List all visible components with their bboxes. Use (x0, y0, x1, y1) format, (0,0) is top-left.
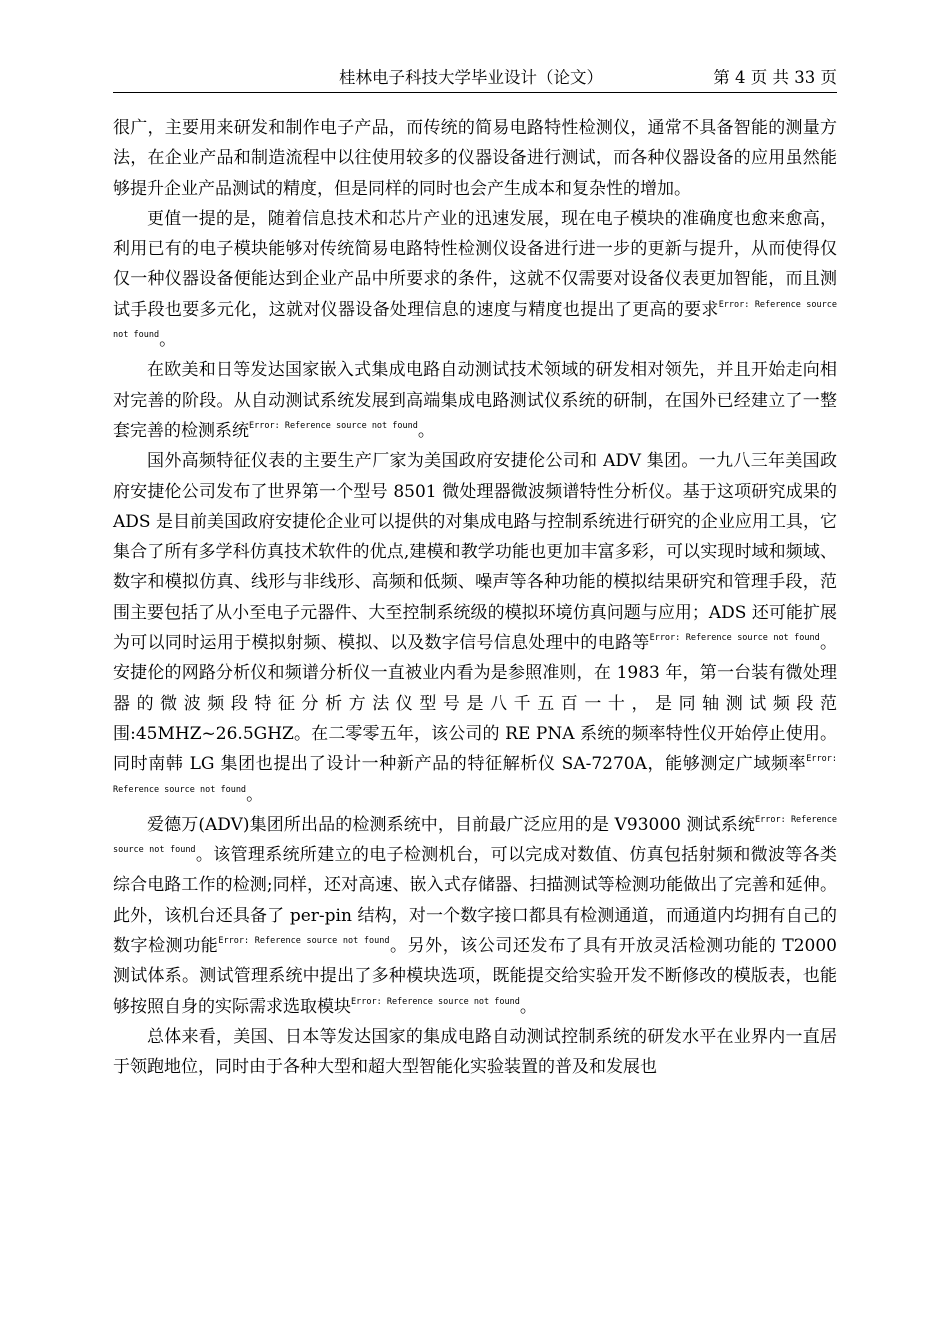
paragraph-text: 很广，主要用来研发和制作电子产品，而传统的简易电路特性检测仪，通常不具备智能的测量方法，在企业产品和制造流程中以往使用较多的仪器设备进行测试，而各种仪器设备的应用虽然能够提升企业产品测试的精度，但是同样的同时也会产生成本和复杂性的增加。 (113, 118, 837, 199)
paragraph-text: 爱德万(ADV)集团所出品的检测系统中，目前最广泛应用的是 V93000 测试系统 (147, 814, 755, 835)
paragraph-text: 。 (246, 784, 264, 805)
reference-error: Error: Reference source not found (218, 936, 390, 947)
paragraph-text: 。另外，该公司还发布了具有开放灵活检测功能的 T2000 测试体系。测试管理系统中提出了多种模块选项，既能提交给实验开发不断修改的模版表，也能够按照自身的实际需求选取模块 (113, 936, 837, 1017)
reference-error: Error: Reference source not found (113, 814, 837, 856)
paragraph-text: 更值一提的是，随着信息技术和芯片产业的迅速发展，现在电子模块的准确度也愈来愈高，利用已有的电子模块能够对传统简易电路特性检测仪设备进行进一步的更新与提升，从而使得仅仅一种仪器设备便能达到企业产品中所要求的条件，这就不仅需要对设备仪表更加智能，而且测试手段也要多元化，这就对仪器设备处理信息的速度与精度也提出了更高的要求 (113, 208, 837, 320)
header-title: 桂林电子科技大学毕业设计（论文） (339, 68, 603, 87)
paragraph-5 (113, 810, 837, 1022)
body-text (113, 113, 837, 1083)
paragraph-4 (113, 446, 837, 810)
reference-error: Error: Reference source not found (113, 754, 837, 795)
paragraph-text: 总体来看，美国、日本等发达国家的集成电路自动测试控制系统的研发水平在业界内一直居于领跑地位，同时由于各种大型和超大型智能化实验装置的普及和发展也 (113, 1026, 837, 1078)
reference-error: Error: Reference source not found (351, 996, 520, 1007)
paragraph-6 (113, 1022, 837, 1083)
paragraph-2 (113, 204, 837, 355)
paragraph-text: 。该管理系统所建立的电子检测机台，可以完成对数值、仿真包括射频和微波等各类综合电路工作的检测;同样，还对高速、嵌入式存储器、扫描测试等检测功能做出了完善和延伸。此外，该机台还具备了 per-pin 结构，对一个数字接口都具有检测通道，而通道内均拥有自己的数字检测功能 (113, 845, 837, 957)
reference-error: Error: Reference source not found (113, 299, 837, 341)
paragraph-text: 国外高频特征仪表的主要生产厂家为美国政府安捷伦公司和 ADV 集团。一九八三年美国政府安捷伦公司发布了世界第一个型号 8501 微处理器微波频谱特性分析仪。基于这项研究成果的 ADS 是目前美国政府安捷伦企业可以提供的对集成电路与控制系统进行研究的企业应用工具，它集合了所有多学科仿真技术软件的优点,建模和教学功能也更加丰富多彩，可以实现时域和频域、数字和模拟仿真、线形与非线形、高频和低频、噪声等各种功能的模拟结果研究和管理手段，范围主要包括了从小至电子元器件、大至控制系统级的模拟环境仿真问题与应用；ADS 还可能扩展为可以同时运用于模拟射频、模拟、以及数字信号信息处理中的电路等 (113, 451, 837, 654)
paragraph-text: 。 (417, 420, 435, 441)
paragraph-3 (113, 355, 837, 446)
reference-error: Error: Reference source not found (249, 420, 418, 431)
paragraph-text: 。 (159, 330, 177, 351)
paragraph-text: 。 (519, 996, 537, 1017)
paragraph-text: 。安捷伦的网路分析仪和频谱分析仪一直被业内看为是参照准则，在 1983 年，第一台装有微处理器的微波频段特征分析方法仪型号是八千五百一十，是同轴测试频段范围:45MHZ~26.5GHZ。在二零零五年，该公司的 RE PNA 系统的频率特性仪开始停止使用。同时南韩 LG 集团也提出了设计一种新产品的特征解析仪 SA-7270A，能够测定广域频率 (113, 633, 838, 775)
reference-error: Error: Reference source not found (649, 633, 820, 644)
header-page-info: 第 4 页 共 33 页 (713, 68, 837, 87)
page-header (113, 66, 837, 93)
paragraph-1 (113, 113, 837, 204)
paragraph-text: 在欧美和日等发达国家嵌入式集成电路自动测试技术领域的研发相对领先，并且开始走向相对完善的阶段。从自动测试系统发展到高端集成电路测试仪系统的研制，在国外已经建立了一整套完善的检测系统 (113, 360, 837, 441)
